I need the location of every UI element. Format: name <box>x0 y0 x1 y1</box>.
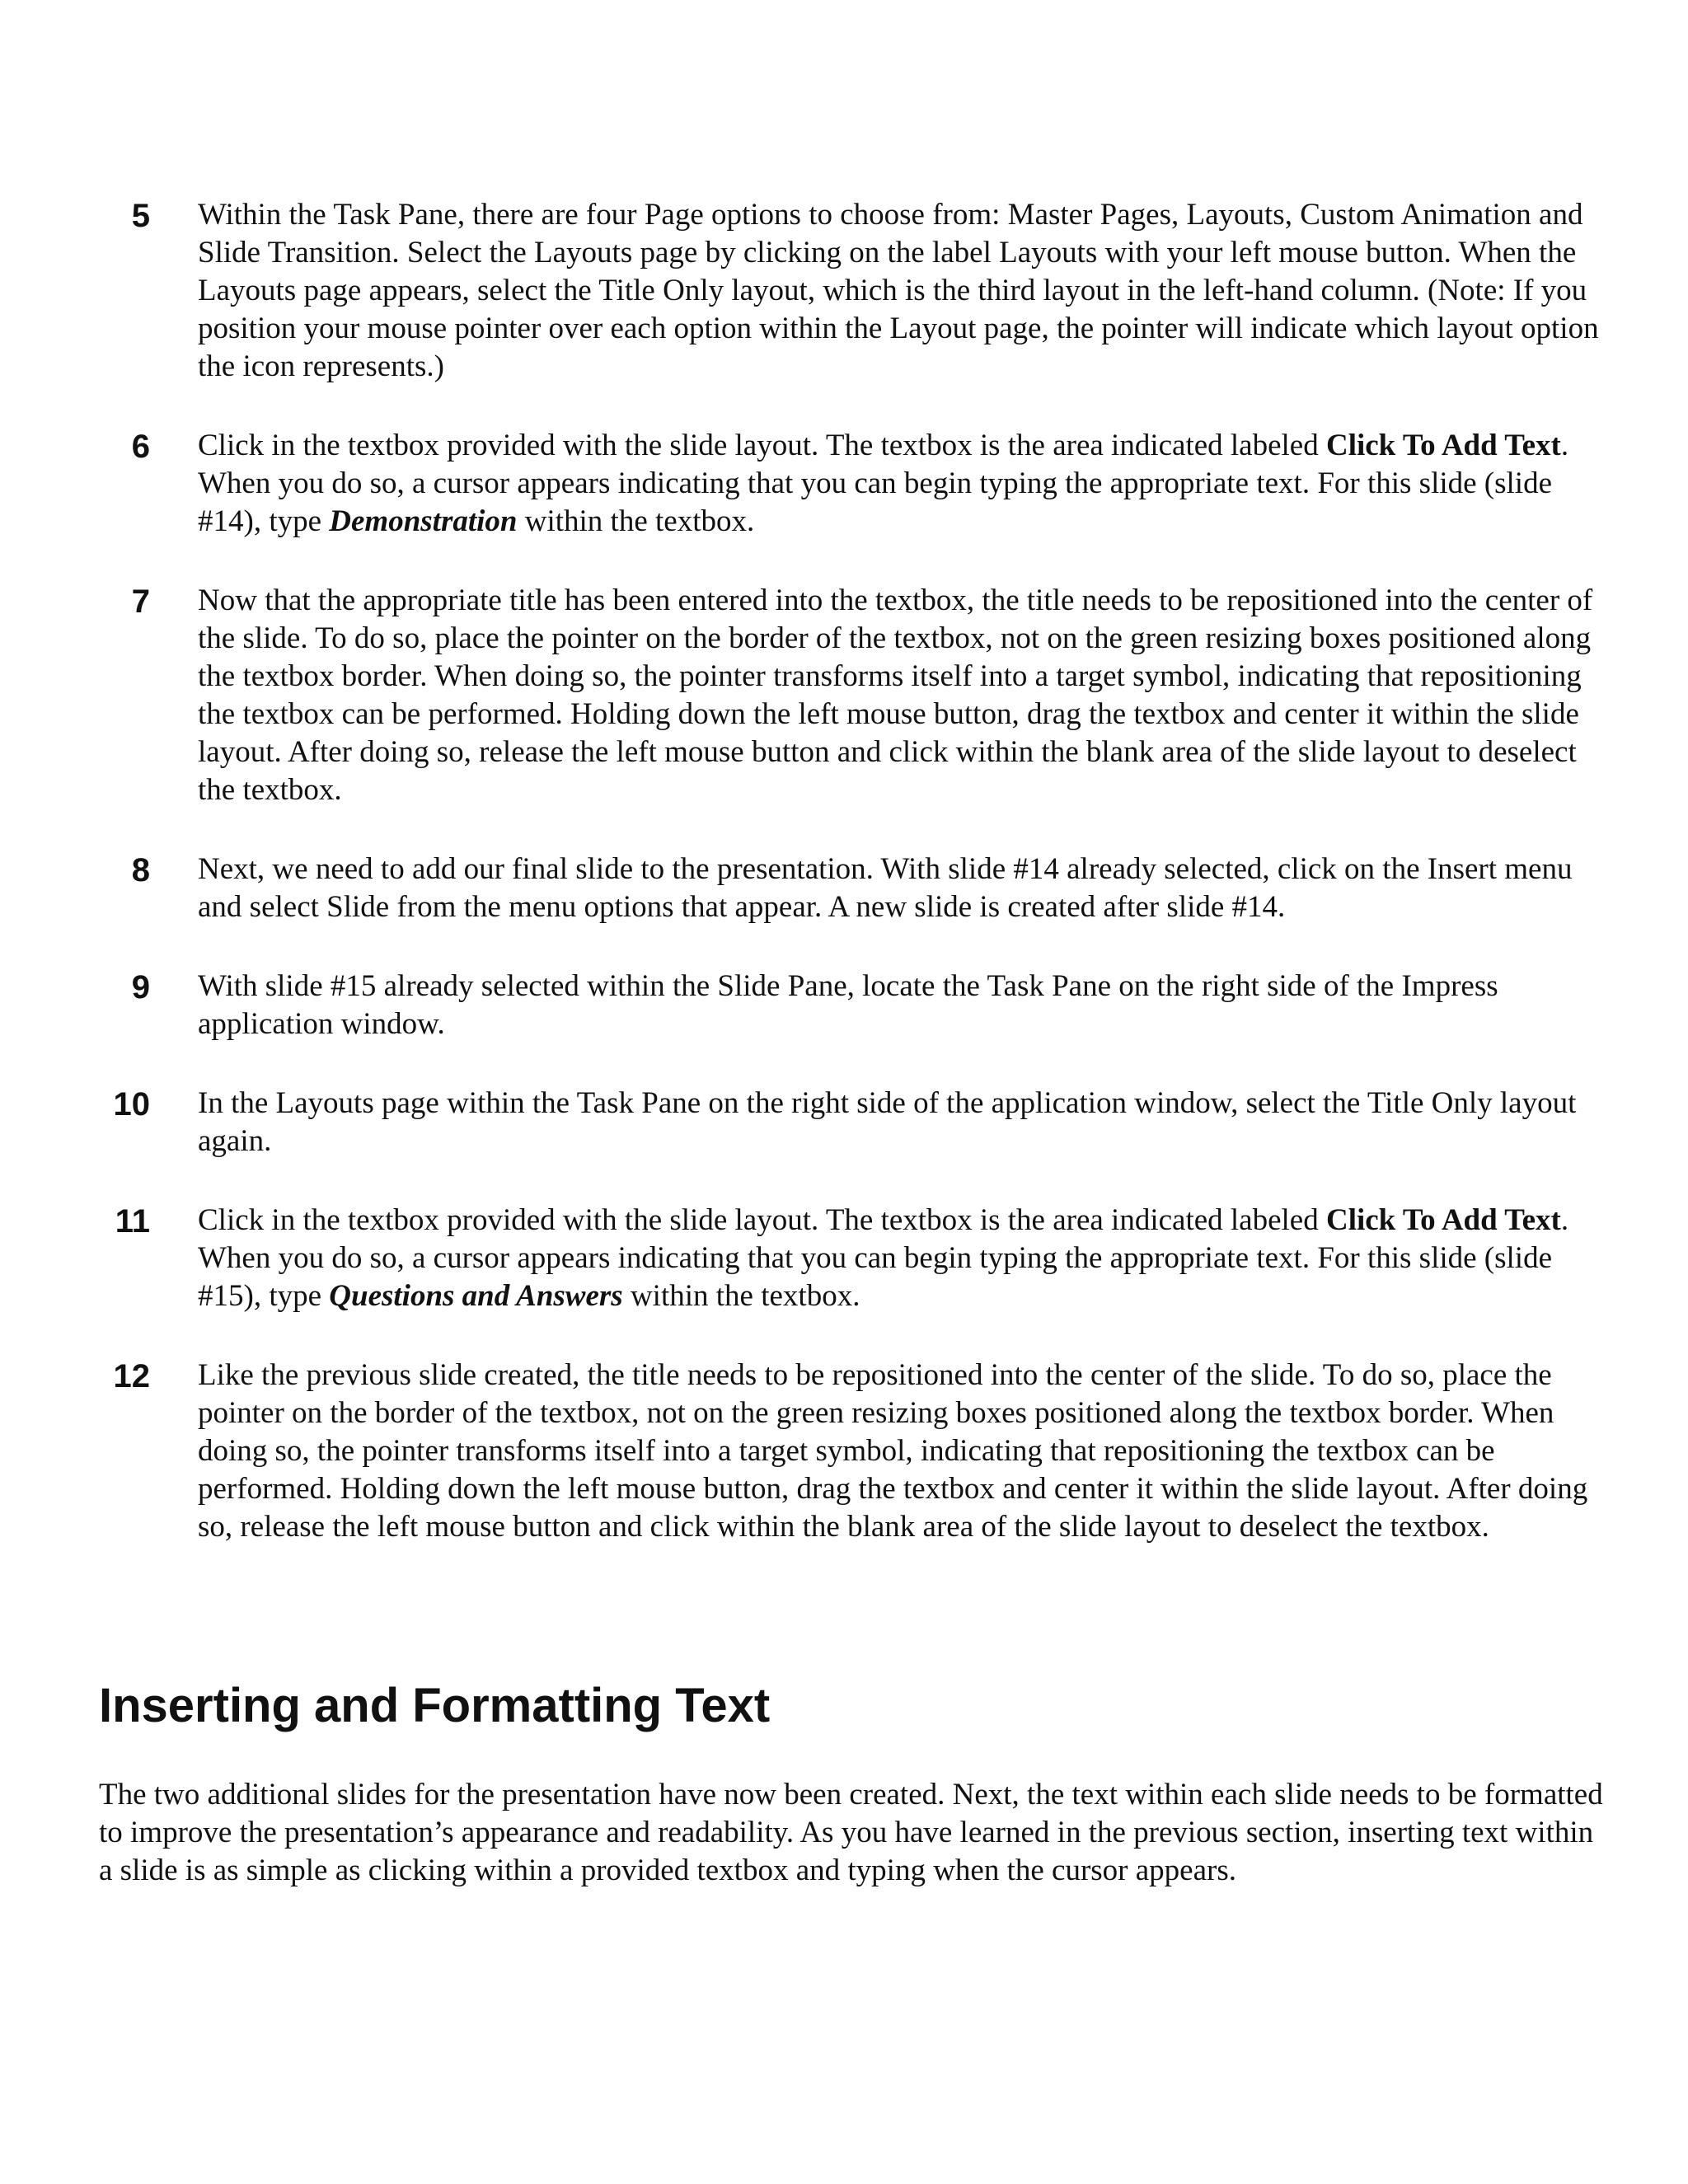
emphasized-text: Demonstration <box>329 504 518 538</box>
step-text-run: . When you do so, a cursor appears indicating that you can begin typing the appropriate text. For this slide (slide #14), type <box>198 429 1569 538</box>
step-text-run: within the textbox. <box>517 504 755 538</box>
step-number: 10 <box>113 1086 150 1122</box>
step-item <box>101 582 1601 809</box>
step-item <box>101 851 1601 926</box>
emphasized-text: Questions and Answers <box>329 1279 623 1313</box>
step-text <box>198 582 1601 809</box>
step-number: 12 <box>113 1358 150 1394</box>
step-text <box>198 427 1601 541</box>
step-text <box>198 1357 1601 1546</box>
step-text <box>198 196 1601 386</box>
step-text <box>198 1085 1601 1160</box>
emphasized-text: Click To Add Text <box>1325 1203 1561 1237</box>
step-item <box>101 427 1601 541</box>
step-number: 5 <box>131 198 150 234</box>
emphasized-text: Click To Add Text <box>1325 429 1561 462</box>
step-number: 9 <box>131 969 150 1005</box>
section-paragraph: The two additional slides for the presentation have now been created. Next, the text within each slide needs to be formatted to improve the presentation’s appearance and readability. As you have learned in the previous section, inserting text within a slide is as simple as clicking within a provided textbox and typing when the cursor appears. <box>99 1778 1603 1887</box>
step-text-run: Within the Task Pane, there are four Page options to choose from: Master Pages, Layouts, Custom Animation and Slide Transition. Select the Layouts page by clicking on the label Layouts with your left mouse button. When the Layouts page appears, select the Title Only layout, which is the third layout in the left-hand column. (Note: If you position your mouse pointer over each option within the Layout page, the pointer will indicate which layout option the icon represents.) <box>198 198 1599 383</box>
step-text-run: Now that the appropriate title has been entered into the textbox, the title needs to be repositioned into the center of the slide. To do so, place the pointer on the border of the textbox, not on the green resizing boxes positioned along the textbox border. When doing so, the pointer transforms itself into a target symbol, indicating that repositioning the textbox can be performed. Holding down the left mouse button, drag the textbox and center it within the slide layout. After doing so, release the left mouse button and click within the blank area of the slide layout to deselect the textbox. <box>198 583 1593 807</box>
step-text <box>198 1202 1601 1315</box>
step-text-run: Like the previous slide created, the title needs to be repositioned into the center of the slide. To do so, place the pointer on the border of the textbox, not on the green resizing boxes positioned along the textbox border. When doing so, the pointer transforms itself into a target symbol, indicating that repositioning the textbox can be performed. Holding down the left mouse button, drag the textbox and center it within the slide layout. After doing so, release the left mouse button and click within the blank area of the slide layout to deselect the textbox. <box>198 1358 1588 1544</box>
section-heading: Inserting and Formatting Text <box>99 1679 771 1732</box>
step-list <box>101 196 1601 1587</box>
step-text-run: . When you do so, a cursor appears indicating that you can begin typing the appropriate text. For this slide (slide #15), type <box>198 1203 1569 1313</box>
step-item <box>101 196 1601 386</box>
step-item <box>101 1357 1601 1546</box>
step-text-run: Next, we need to add our final slide to the presentation. With slide #14 already selected, click on the Insert menu and select Slide from the menu options that appear. A new slide is created after slide #14. <box>198 852 1573 924</box>
step-number: 11 <box>115 1203 150 1240</box>
step-item <box>101 968 1601 1043</box>
step-text-run: In the Layouts page within the Task Pane on the right side of the application window, select the Title Only layout again. <box>198 1086 1577 1158</box>
step-item <box>101 1085 1601 1160</box>
step-text <box>198 968 1601 1043</box>
step-text <box>198 851 1601 926</box>
step-number: 6 <box>131 429 150 465</box>
step-number: 8 <box>131 852 150 888</box>
step-number: 7 <box>131 583 150 620</box>
step-text-run: Click in the textbox provided with the slide layout. The textbox is the area indicated labeled <box>198 429 1326 462</box>
step-text-run: With slide #15 already selected within the Slide Pane, locate the Task Pane on the right side of the Impress application window. <box>198 969 1498 1041</box>
step-text-run: Click in the textbox provided with the slide layout. The textbox is the area indicated labeled <box>198 1203 1326 1237</box>
step-text-run: within the textbox. <box>622 1279 860 1313</box>
step-item <box>101 1202 1601 1315</box>
